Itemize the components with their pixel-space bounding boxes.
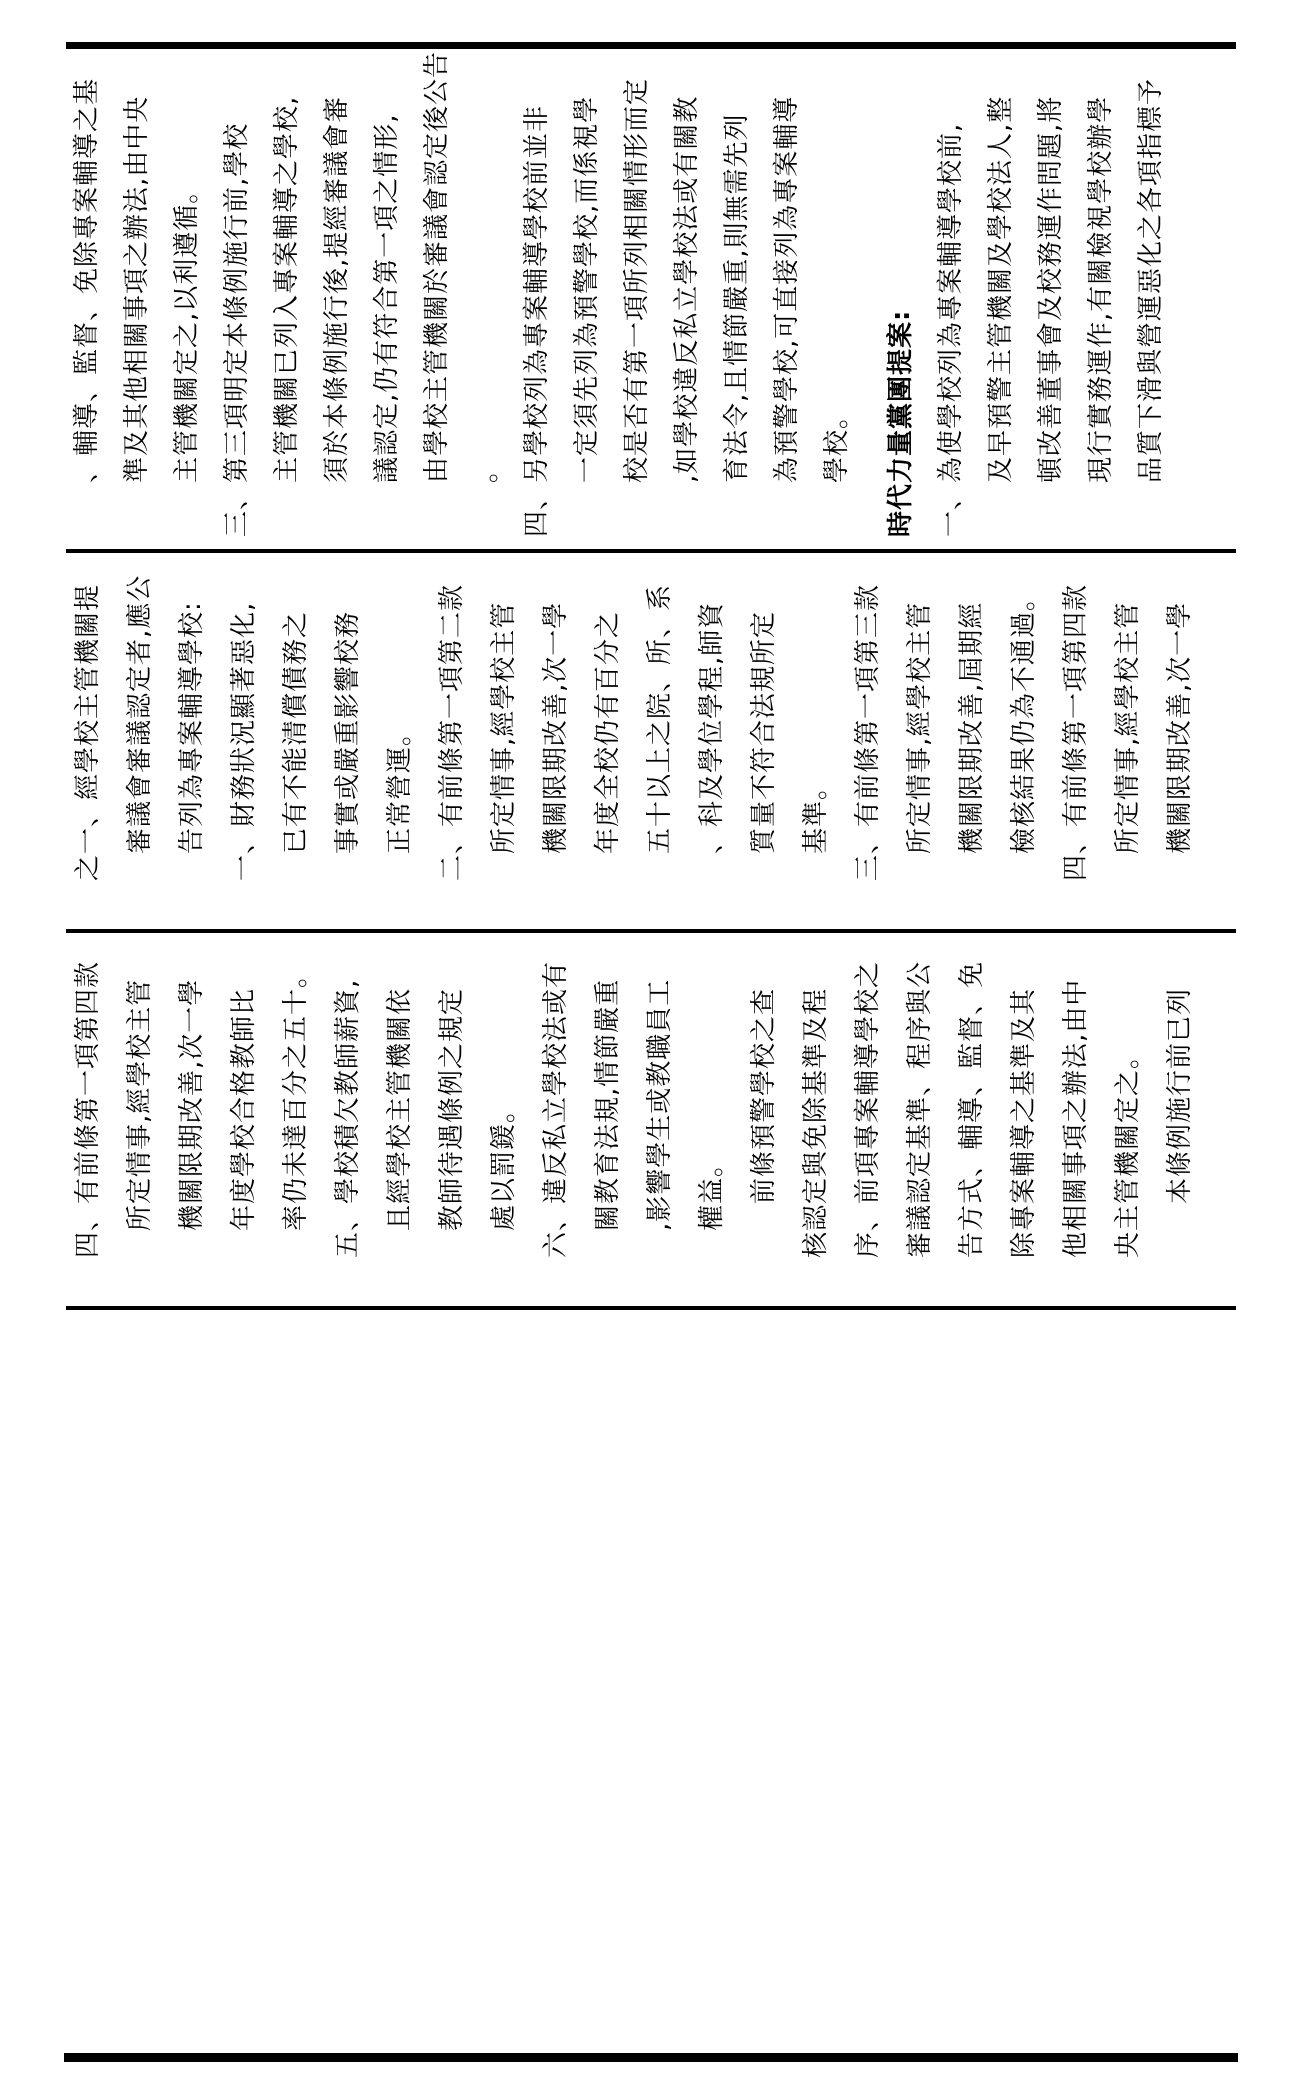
text-column: ,影響學生或教職員工 xyxy=(645,978,675,1231)
text-column: 他相關事項之辦法,由中 xyxy=(1061,978,1091,1258)
text-column: 準及其他相關事項之辦法,由中央 xyxy=(122,95,152,483)
text-column: 三、有前條第一項第三款 xyxy=(853,583,883,881)
text-column: 現行實務運作,有關檢視學校辦學 xyxy=(1086,95,1116,483)
text-column: 須於本條例施行後,提經審議會審 xyxy=(322,95,352,483)
text-band-1 xyxy=(62,49,1232,549)
text-column: 所定情事,經學校主管 xyxy=(125,978,155,1231)
text-column: 審議認定基準、程序與公 xyxy=(905,960,935,1258)
text-column: 五、學校積欠教師薪資, xyxy=(333,978,363,1258)
text-column: 一、財務狀況顯著惡化, xyxy=(229,601,259,881)
rotated-text-block-2 xyxy=(62,509,1206,929)
text-column: 。 xyxy=(472,455,502,483)
text-column: 事實或嚴重影響校務 xyxy=(333,610,363,854)
text-column: 育法令,且情節嚴重,則無需先列 xyxy=(722,113,752,483)
table-rule-bottom xyxy=(64,2053,1238,2062)
text-column: 教師待遇條例之規定 xyxy=(437,987,467,1231)
text-column: 且經學校主管機關依 xyxy=(385,987,415,1231)
text-column: 主管機關已列入專案輔導之學校, xyxy=(272,95,302,483)
text-column: 年度學校合格教師比 xyxy=(229,987,259,1231)
text-column: 校是否有第一項所列相關情形而定 xyxy=(622,77,652,483)
text-column: 率仍未達百分之五十。 xyxy=(281,960,311,1231)
text-column: 質量不符合法規所定 xyxy=(749,610,779,854)
text-column: 權益。 xyxy=(697,1149,727,1231)
table-rule-4 xyxy=(66,1306,1236,1310)
text-column: 頓改善董事會及校務運作問題,將 xyxy=(1036,95,1066,483)
rotated-text-block-1 xyxy=(62,37,1176,549)
text-column: 主管機關定之,以利遵循。 xyxy=(172,176,202,483)
text-column: 已有不能清償債務之 xyxy=(281,610,311,854)
text-column: 核認定與免除基準及程 xyxy=(801,987,831,1258)
text-column: 央主管機關定之。 xyxy=(1113,1041,1143,1258)
text-band-3 xyxy=(62,934,1232,1306)
text-column: 學校。 xyxy=(822,401,852,483)
text-column: 由學校主管機關於審議會認定後公告 xyxy=(422,50,452,483)
text-column: 所定情事,經學校主管 xyxy=(489,601,519,854)
text-column: 時代力量黨團提案: xyxy=(886,309,916,537)
text-column: 三、第三項明定本條例施行前,學校 xyxy=(222,122,252,537)
text-column: 、科及學位學程,師資 xyxy=(697,601,727,854)
text-column: 機關限期改善,次一學 xyxy=(1165,601,1195,854)
text-column: 檢核結果仍為不通過。 xyxy=(1009,583,1039,854)
text-column: 除專案輔導之基準及其 xyxy=(1009,987,1039,1258)
text-column: ,如學校違反私立學校法或有關教 xyxy=(672,95,702,483)
text-column: 前條預警學校之查 xyxy=(749,987,779,1204)
text-column: 五十以上之院、所、系 xyxy=(645,583,675,854)
text-column: 品質下滑與營運惡化之各項指標予 xyxy=(1136,77,1166,483)
text-column: 年度全校仍有百分之 xyxy=(593,610,623,854)
text-column: 及早預警主管機關及學校法人,整 xyxy=(986,95,1016,483)
text-column: 二、有前條第一項第二款 xyxy=(437,583,467,881)
text-column: 六、違反私立學校法或有 xyxy=(541,960,571,1258)
text-column: 告方式、輔導、監督、免 xyxy=(957,960,987,1258)
text-column: 基準。 xyxy=(801,772,831,854)
text-column: 四、有前條第一項第四款 xyxy=(1061,583,1091,881)
text-column: 所定情事,經學校主管 xyxy=(905,601,935,854)
text-column: 機關限期改善,次一學 xyxy=(177,978,207,1231)
text-column: 機關限期改善,屆期經 xyxy=(957,601,987,854)
text-column: 告列為專案輔導學校: xyxy=(177,601,207,854)
text-column: 機關限期改善,次一學 xyxy=(541,601,571,854)
text-column: 關教育法規,情節嚴重 xyxy=(593,978,623,1231)
text-column: 正常營運。 xyxy=(385,718,415,854)
text-column: 審議會審議認定者,應公 xyxy=(125,574,155,854)
text-column: 一、為使學校列為專案輔導學校前, xyxy=(936,122,966,537)
text-column: 所定情事,經學校主管 xyxy=(1113,601,1143,854)
text-column: 之一、經學校主管機關提 xyxy=(73,583,103,881)
text-band-2 xyxy=(62,554,1232,929)
rotated-text-block-3 xyxy=(62,886,1206,1306)
text-column: 一定須先列為預警學校,而係視學 xyxy=(572,95,602,483)
text-column: 為預警學校,可直接列為專案輔導 xyxy=(772,95,802,483)
text-column: 四、另學校列為專案輔導學校前並非 xyxy=(522,104,552,537)
text-column: 處以罰鍰。 xyxy=(489,1095,519,1231)
text-column: 本條例施行前已列 xyxy=(1165,987,1195,1204)
text-column: 議認定,仍有符合第一項之情形, xyxy=(372,113,402,483)
text-column: 序、前項專案輔導學校之 xyxy=(853,960,883,1258)
text-column: 、輔導、監督、免除專案輔導之基 xyxy=(72,77,102,483)
text-column: 四、有前條第一項第四款 xyxy=(73,960,103,1258)
